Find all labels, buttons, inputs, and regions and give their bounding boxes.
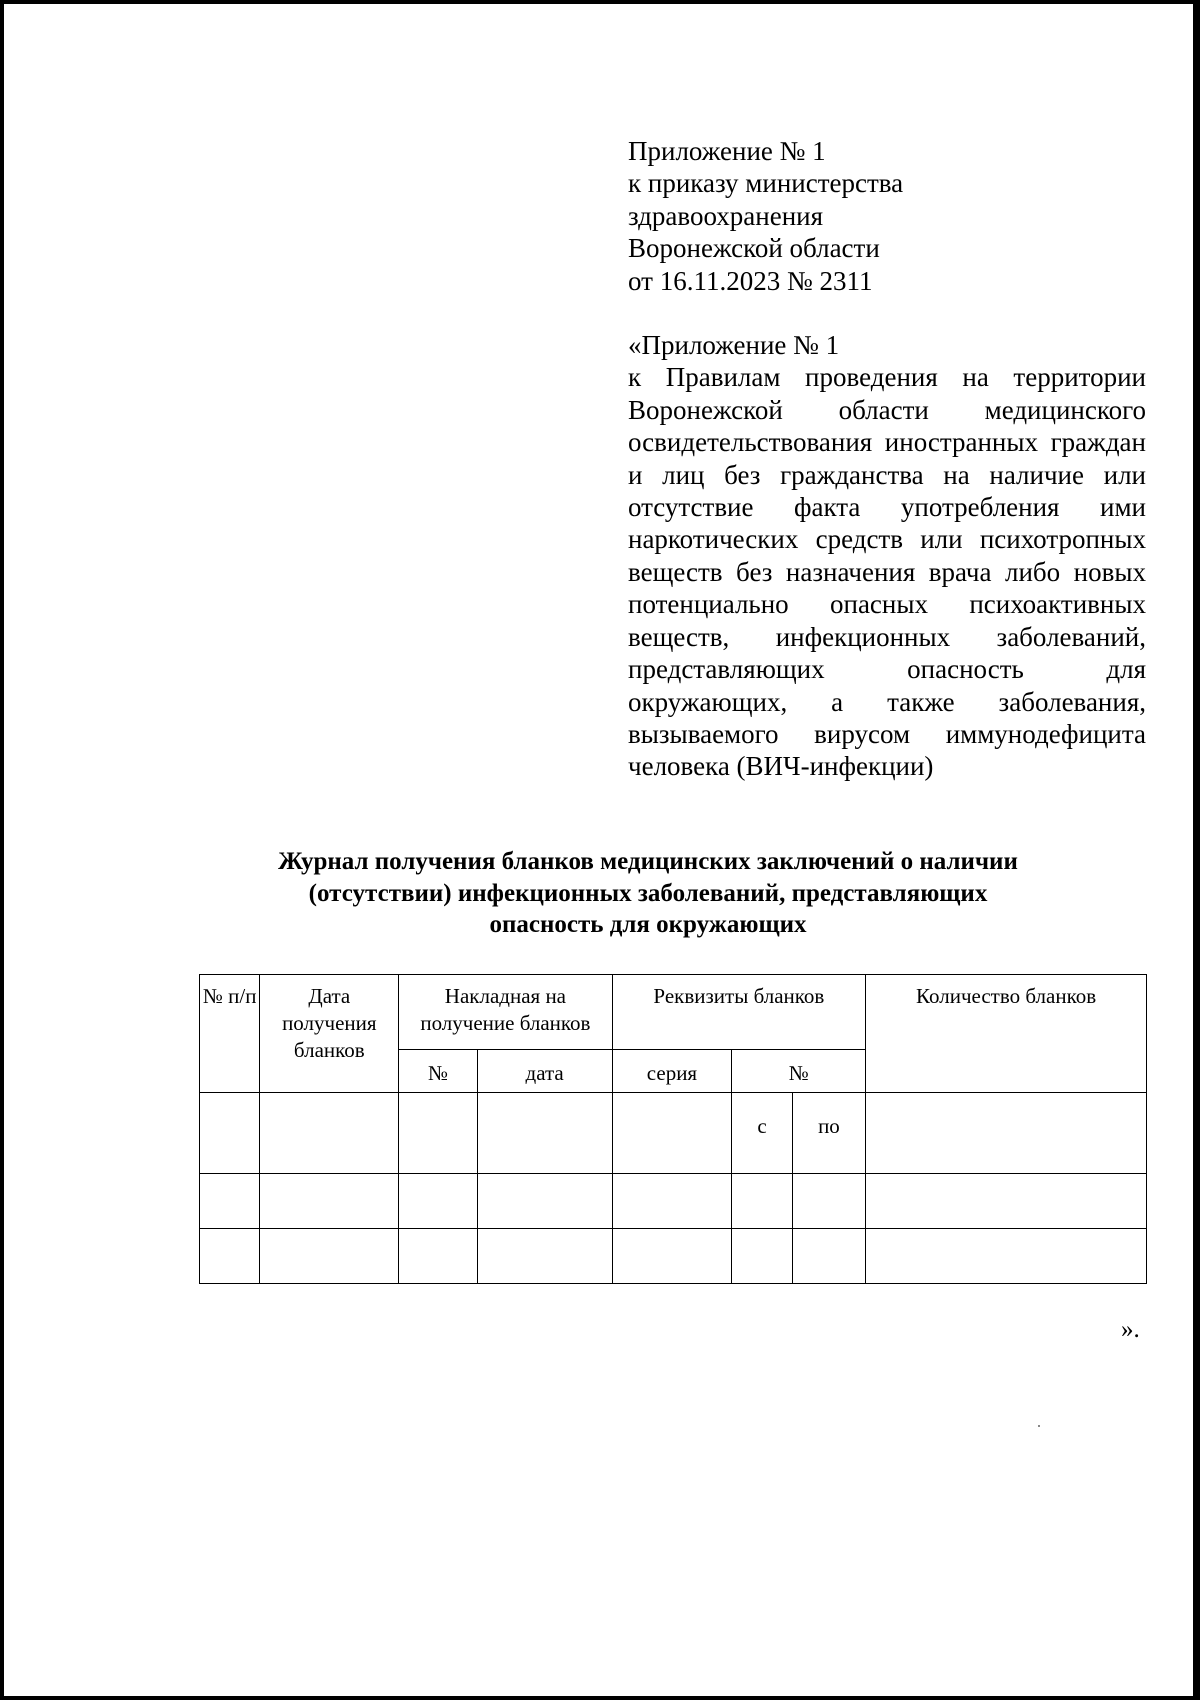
header-date: Дата получения бланков	[260, 975, 399, 1093]
header-invoice-num: №	[399, 1050, 477, 1093]
table-cell	[792, 1229, 865, 1284]
closing-quote: ».	[1121, 1316, 1140, 1343]
journal-title-line-3: опасность для окружающих	[489, 911, 807, 938]
table-cell	[866, 1174, 1147, 1229]
table-row	[200, 1229, 1147, 1284]
document-page	[4, 4, 1196, 1696]
appendix-line-2: к приказу министерства	[628, 168, 904, 199]
header-invoice: Накладная на получение бланков	[399, 975, 612, 1050]
table-cell	[260, 1174, 399, 1229]
table-cell	[612, 1174, 732, 1229]
table-cell	[612, 1093, 732, 1174]
table-cell	[866, 1093, 1147, 1174]
scan-speck	[1038, 1425, 1040, 1427]
table-cell	[399, 1174, 477, 1229]
header-series: серия	[612, 1050, 732, 1093]
header-blank-num: №	[732, 1050, 866, 1093]
journal-title-line-2: (отсутствии) инфекционных заболеваний, представляющих	[308, 879, 988, 907]
table-cell	[200, 1093, 260, 1174]
table-header-row-3	[200, 1093, 1147, 1174]
table-cell	[792, 1174, 865, 1229]
table-cell	[477, 1093, 612, 1174]
table-cell	[612, 1229, 732, 1284]
appendix-spacer	[628, 297, 1146, 329]
quoted-appendix-title: «Приложение № 1	[628, 330, 840, 361]
header-invoice-date: дата	[477, 1050, 612, 1093]
table-cell	[399, 1093, 477, 1174]
rules-reference-text: к Правилам проведения на территории Воронежской области медицинского освидетельствования иностранных граждан и лиц без гражданства на наличие или отсутствие факта употребления ими наркотических средств или психотропных веществ без назначения врача либо новых потенциально опасных психоактивных веществ, инфекционных заболеваний, представляющих опасность для окружающих, а также заболевания, вызываемого вирусом иммунодефицита человека (ВИЧ-инфекции)	[628, 362, 1146, 782]
table-cell	[399, 1229, 477, 1284]
table-row	[200, 1174, 1147, 1229]
table-header-row-1	[200, 975, 1147, 1050]
header-to: по	[792, 1093, 865, 1174]
table-cell	[260, 1093, 399, 1174]
table-cell	[477, 1174, 612, 1229]
appendix-line-5: от 16.11.2023 № 2311	[628, 265, 873, 296]
appendix-line-1: Приложение № 1	[628, 136, 826, 166]
appendix-block	[628, 135, 1146, 783]
table-cell	[200, 1229, 260, 1284]
journal-table	[199, 974, 1147, 1284]
table-cell	[866, 1229, 1147, 1284]
table-cell	[732, 1229, 792, 1284]
header-requisites: Реквизиты бланков	[612, 975, 866, 1050]
header-from: с	[732, 1093, 792, 1174]
journal-title-line-1: Журнал получения бланков медицинских заключений о наличии	[278, 848, 1018, 875]
table-cell	[732, 1174, 792, 1229]
appendix-line-3: здравоохранения	[628, 200, 824, 231]
table-cell	[260, 1229, 399, 1284]
table-cell	[477, 1229, 612, 1284]
appendix-line-4: Воронежской области	[628, 233, 880, 264]
header-num: № п/п	[200, 975, 260, 1093]
header-quantity: Количество бланков	[866, 975, 1147, 1093]
journal-title	[194, 846, 1102, 941]
table-cell	[200, 1174, 260, 1229]
